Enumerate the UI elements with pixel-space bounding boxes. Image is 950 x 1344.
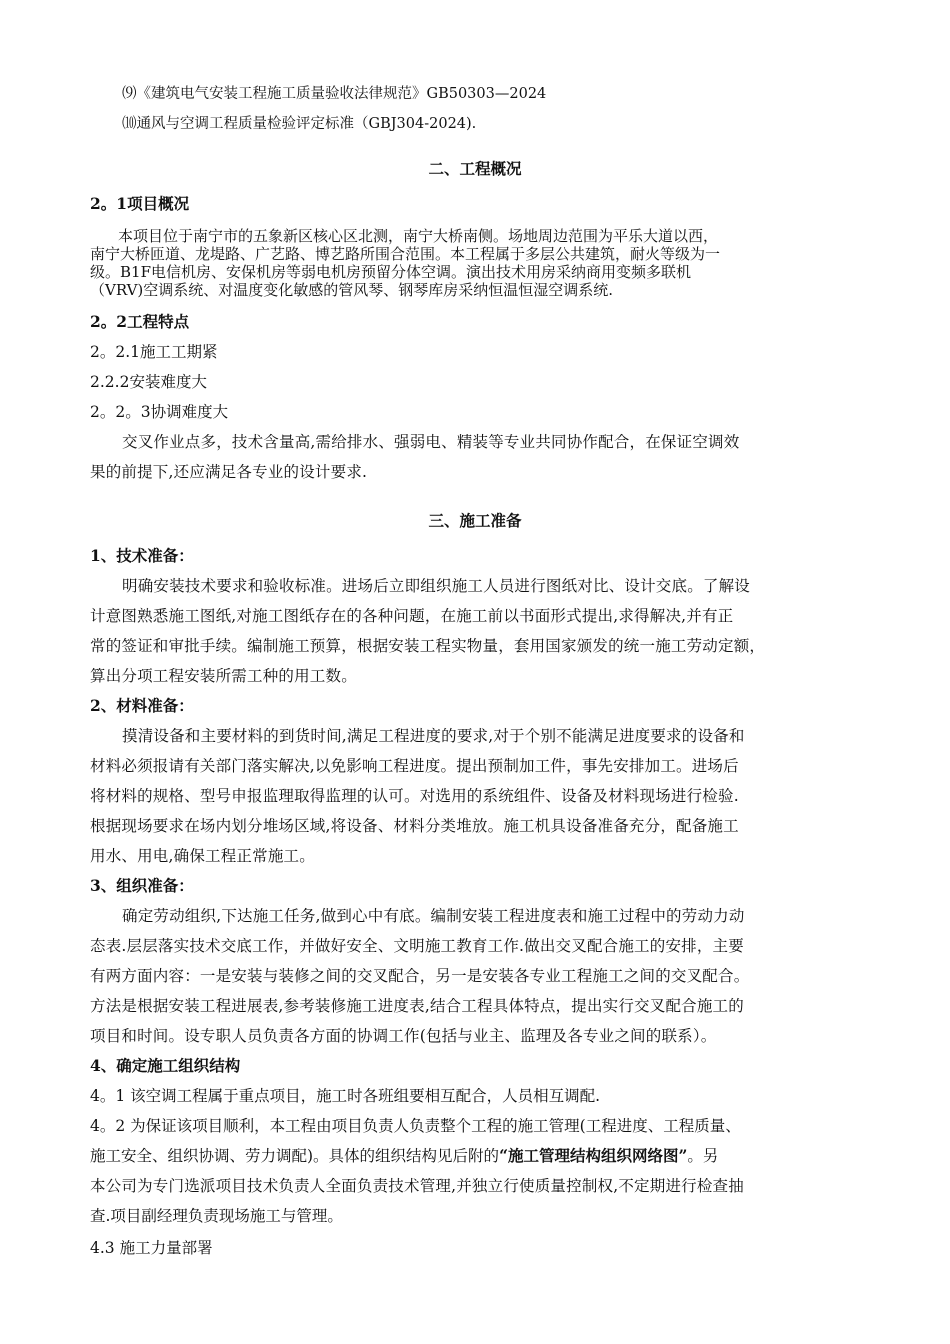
heading-technical-prep: 1、技术准备： bbox=[90, 546, 194, 565]
paragraph-line: 态表.层层落实技术交底工作，并做好安全、文明施工教育工作.做出交叉配合施工的安排，主要 bbox=[90, 937, 744, 955]
paragraph-line: （VRV)空调系统、对温度变化敏感的管风琴、钢琴库房采纳恒温恒湿空调系统. bbox=[90, 281, 614, 299]
paragraph-line: 根据现场要求在场内划分堆场区域,将设备、材料分类堆放。施工机具设备准备充分，配备施工 bbox=[90, 817, 739, 835]
paragraph-line: 南宁大桥匝道、龙堤路、广艺路、博艺路所围合范围。本工程属于多层公共建筑，耐火等级为一 bbox=[90, 245, 721, 263]
paragraph-line: 有两方面内容：一是安装与装修之间的交叉配合，另一是安装各专业工程施工之间的交叉配合。 bbox=[90, 967, 750, 985]
paragraph-line: 用水、用电,确保工程正常施工。 bbox=[90, 847, 315, 865]
heading-2-1: 2。1项目概况 bbox=[90, 194, 190, 213]
paragraph-line: 方法是根据安装工程进展表,参考装修施工进度表,结合工程具体特点，提出实行交叉配合施工的 bbox=[90, 997, 744, 1015]
paragraph-line: 明确安装技术要求和验收标准。进场后立即组织施工人员进行图纸对比、设计交底。了解设 bbox=[122, 577, 751, 595]
section-title-overview: 二、工程概况 bbox=[428, 159, 522, 178]
reference-9: ⑼《建筑电气安装工程施工质量验收法律规范》GB50303—2024 bbox=[122, 86, 547, 102]
heading-2-2-3: 2。2。3协调难度大 bbox=[90, 403, 229, 421]
paragraph-4-2-line: 4。2 为保证该项目顺利，本工程由项目负责人负责整个工程的施工管理(工程进度、工程质量、 bbox=[90, 1117, 741, 1135]
paragraph-4-2-line: 本公司为专门选派项目技术负责人全面负责技术管理,并独立行使质量控制权,不定期进行检查抽 bbox=[90, 1177, 744, 1195]
paragraph-line: 交叉作业点多，技术含量高,需给排水、强弱电、精装等专业共同协作配合，在保证空调效 bbox=[122, 433, 740, 451]
heading-org-structure: 4、确定施工组织结构 bbox=[90, 1056, 241, 1075]
paragraph-4-2-line bbox=[90, 1146, 718, 1166]
paragraph-4-2-line: 查.项目副经理负责现场施工与管理。 bbox=[90, 1207, 343, 1225]
paragraph-4-1: 4。1 该空调工程属于重点项目，施工时各班组要相互配合，人员相互调配. bbox=[90, 1087, 601, 1105]
paragraph-line: 材料必须报请有关部门落实解决,以免影响工程进度。提出预制加工件，事先安排加工。进场后 bbox=[90, 757, 739, 775]
paragraph-line: 本项目位于南宁市的五象新区核心区北测，南宁大桥南侧。场地周边范围为平乐大道以西， bbox=[118, 227, 719, 245]
paragraph-text: 施工安全、组织协调、劳力调配)。具体的组织结构见后附的 bbox=[90, 1147, 500, 1165]
heading-organization-prep: 3、组织准备： bbox=[90, 876, 194, 895]
paragraph-line: 将材料的规格、型号申报监理取得监理的认可。对选用的系统组件、设备及材料现场进行检验. bbox=[90, 787, 739, 805]
reference-10: ⑽通风与空调工程质量检验评定标准（GBJ304-2024). bbox=[122, 116, 477, 132]
heading-2-2-2: 2.2.2安装难度大 bbox=[90, 373, 207, 391]
paragraph-text: 。另 bbox=[687, 1147, 719, 1165]
paragraph-line: 项目和时间。设专职人员负责各方面的协调工作(包括与业主、监理及各专业之间的联系）。 bbox=[90, 1027, 717, 1045]
paragraph-line: 摸清设备和主要材料的到货时间,满足工程进度的要求,对于个别不能满足进度要求的设备和 bbox=[122, 727, 745, 745]
heading-2-2-1: 2。2.1施工工期紧 bbox=[90, 343, 218, 361]
heading-2-2: 2。2工程特点 bbox=[90, 312, 190, 331]
paragraph-line: 级。B1F电信机房、安保机房等弱电机房预留分体空调。演出技术用房采纳商用变频多联机 bbox=[90, 263, 691, 281]
org-chart-reference: “施工管理结构组织网络图” bbox=[499, 1146, 688, 1165]
paragraph-line: 算出分项工程安装所需工种的用工数。 bbox=[90, 667, 357, 685]
paragraph-line: 常的签证和审批手续。编制施工预算，根据安装工程实物量，套用国家颁发的统一施工劳动定额， bbox=[90, 637, 766, 655]
section-title-preparation: 三、施工准备 bbox=[428, 511, 522, 530]
paragraph-line: 果的前提下,还应满足各专业的设计要求. bbox=[90, 463, 368, 481]
paragraph-line: 确定劳动组织,下达施工任务,做到心中有底。编制安装工程进度表和施工过程中的劳动力动 bbox=[122, 907, 745, 925]
heading-material-prep: 2、材料准备： bbox=[90, 696, 194, 715]
paragraph-4-3: 4.3 施工力量部署 bbox=[90, 1239, 213, 1257]
paragraph-line: 计意图熟悉施工图纸,对施工图纸存在的各种问题，在施工前以书面形式提出,求得解决,并有正 bbox=[90, 607, 734, 625]
